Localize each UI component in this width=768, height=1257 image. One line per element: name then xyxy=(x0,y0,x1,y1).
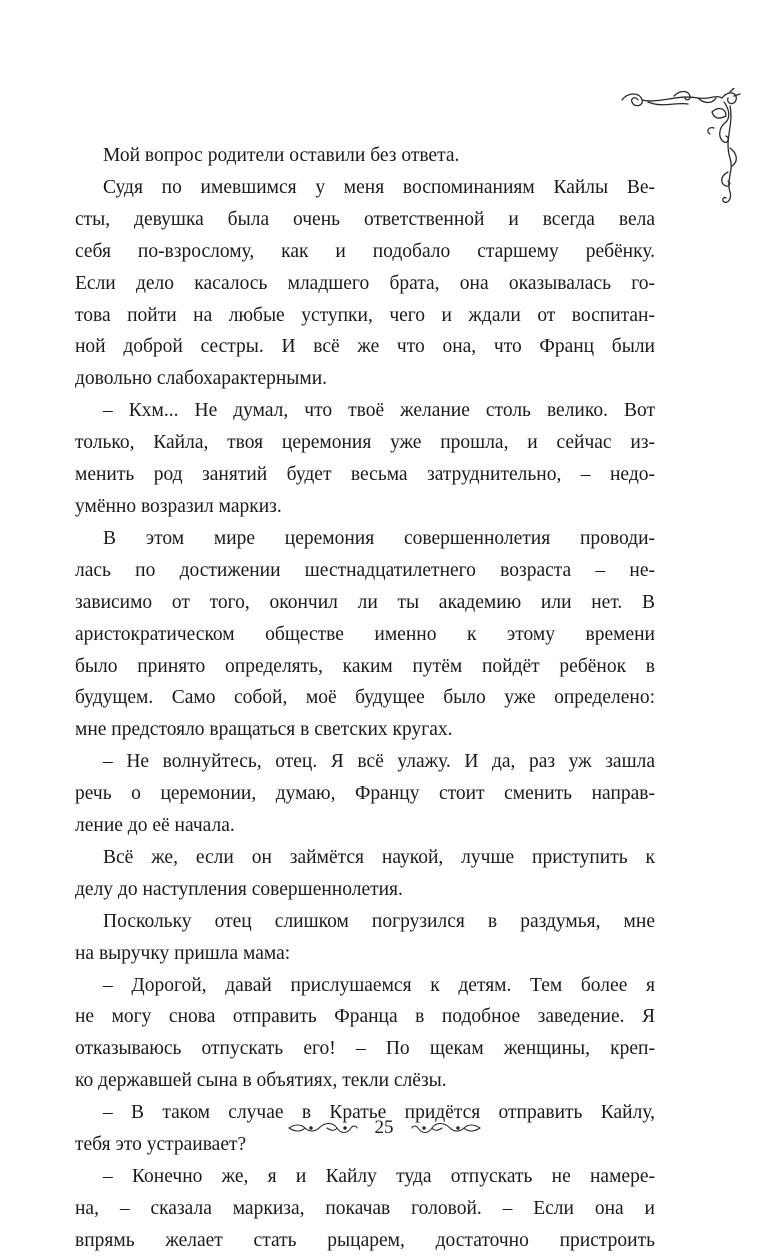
text-line: В этом мире церемония совершеннолетия проводи- xyxy=(103,527,655,549)
page-number: 25 xyxy=(374,1117,394,1138)
page-footer xyxy=(0,1110,768,1146)
footer-flourish-right-icon xyxy=(410,1118,482,1138)
text-line: делу до наступления совершеннолетия. xyxy=(75,878,403,900)
text-line: себя по-взрослому, как и подобало старшему ребёнку. xyxy=(75,240,655,262)
paragraph-7 xyxy=(75,906,655,970)
paragraph-10 xyxy=(75,1161,655,1257)
text-line: на выручку пришла мама: xyxy=(75,942,291,964)
text-line: зависимо от того, окончил ли ты академию или нет. В xyxy=(75,591,655,613)
text-line: – В таком случае в Кратье придётся отправить Кайлу, xyxy=(103,1102,655,1124)
text-line: лась по достижении шестнадцатилетнего возраста – не- xyxy=(75,559,655,581)
text-line: – Не волнуйтесь, отец. Я всё улажу. И да, раз уж зашла xyxy=(103,751,655,773)
text-line: това пойти на любые уступки, чего и ждали от воспитан- xyxy=(75,304,655,326)
text-line: довольно слабохарактерными. xyxy=(75,368,328,390)
text-line: – Дорогой, давай прислушаемся к детям. Тем более я xyxy=(103,974,655,996)
text-line: Всё же, если он займётся наукой, лучше приступить к xyxy=(103,846,655,868)
text-line: тебя это устраивает? xyxy=(75,1134,247,1156)
text-line: речь о церемонии, думаю, Францу стоит сменить направ- xyxy=(75,783,655,805)
text-line: мне предстояло вращаться в светских кругах. xyxy=(75,719,453,741)
text-line: умённо возразил маркиз. xyxy=(75,495,282,517)
text-line: будущем. Само собой, моё будущее было уже определено: xyxy=(75,687,655,709)
text-line: менить род занятий будет весьма затруднительно, – недо- xyxy=(75,464,655,486)
paragraph-4 xyxy=(75,523,655,746)
text-line: Поскольку отец слишком погрузился в раздумья, мне xyxy=(103,910,655,932)
text-line: было принято определять, каким путём пойдёт ребёнок в xyxy=(75,655,655,677)
text-line: ление до её начала. xyxy=(75,815,235,837)
paragraph-3 xyxy=(75,395,655,523)
text-line: – Кхм... Не думал, что твоё желание столь велико. Вот xyxy=(103,400,655,422)
text-line: аристократическом обществе именно к этому времени xyxy=(75,623,655,645)
page-body xyxy=(75,140,655,1257)
text-line: сты, девушка была очень ответственной и всегда вела xyxy=(75,208,655,230)
paragraph-8 xyxy=(75,970,655,1098)
text-line: ко державшей сына в объятиях, текли слёзы. xyxy=(75,1070,447,1092)
text-line: отказываюсь отпускать его! – По щекам женщины, креп- xyxy=(75,1038,655,1060)
text-line: Судя по имевшимся у меня воспоминаниям Кайлы Ве- xyxy=(103,176,655,198)
text-line: на, – сказала маркиза, покачав головой. – Если она и xyxy=(75,1197,655,1219)
text-line: – Конечно же, я и Кайлу туда отпускать не намере- xyxy=(103,1166,655,1187)
text-line: только, Кайла, твоя церемония уже прошла, и сейчас из- xyxy=(75,432,655,454)
text-line: Мой вопрос родители оставили без ответа. xyxy=(103,145,460,166)
text-line: ной доброй сестры. И всё же что она, что Франц были xyxy=(75,336,655,358)
text-line: не могу снова отправить Франца в подобное заведение. Я xyxy=(75,1006,655,1028)
paragraph-5 xyxy=(75,746,655,842)
paragraph-2 xyxy=(75,172,655,395)
paragraph-6 xyxy=(75,842,655,906)
paragraph-1 xyxy=(75,140,655,172)
text-line: впрямь желает стать рыцарем, достаточно пристроить xyxy=(75,1229,655,1251)
text-line: Если дело касалось младшего брата, она оказывалась го- xyxy=(75,272,655,294)
footer-flourish-left-icon xyxy=(287,1118,359,1138)
